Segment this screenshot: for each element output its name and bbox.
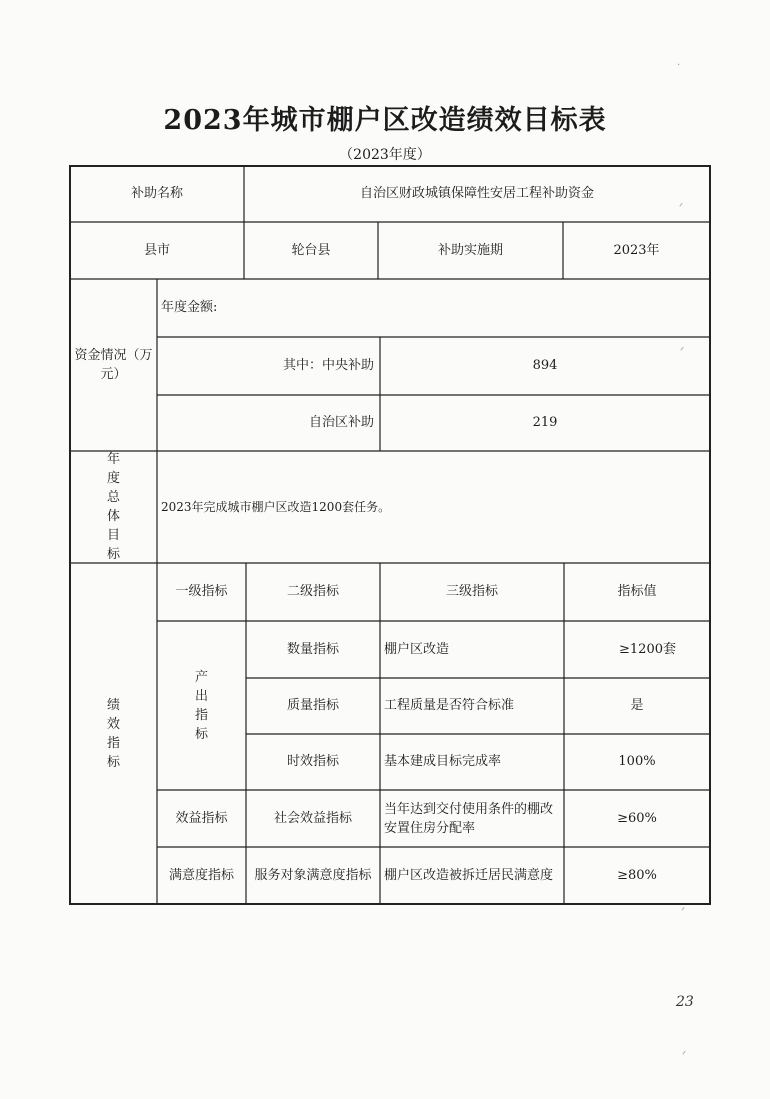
- output-label-char: 标: [194, 726, 208, 742]
- output-level2: 数量指标: [286, 641, 339, 657]
- header-level1: 一级指标: [175, 584, 228, 599]
- satisfaction-value: ≥80%: [617, 867, 657, 883]
- scan-speck: ᐟ: [681, 906, 686, 917]
- benefit-level1: 效益指标: [175, 810, 228, 826]
- goal-label-char: 年: [106, 452, 120, 467]
- output-level2: 质量指标: [286, 698, 339, 713]
- subsidy-name-label: 补助名称: [130, 186, 183, 201]
- output-level3: 基本建成目标完成率: [384, 754, 502, 769]
- funds-label-line2: 元）: [100, 367, 127, 382]
- county-label: 县市: [143, 242, 170, 258]
- benefit-level3-line1: 当年达到交付使用条件的棚改: [384, 801, 554, 817]
- output-level2: 时效指标: [286, 754, 339, 769]
- output-level3: 工程质量是否符合标准: [384, 698, 515, 713]
- central-subsidy-value: 894: [532, 358, 558, 373]
- goal-label-char: 度: [106, 471, 120, 486]
- goal-label-char: 体: [106, 509, 120, 524]
- goal-label-char: 标: [106, 547, 120, 562]
- benefit-level3: [380, 790, 564, 847]
- subsidy-name-value: 自治区财政城镇保障性安居工程补助资金: [359, 186, 594, 201]
- output-label-char: 产: [194, 669, 208, 685]
- scan-speck: ᐟ: [679, 202, 684, 213]
- regional-subsidy-label: 自治区补助: [308, 415, 374, 430]
- output-value: 100%: [618, 754, 656, 769]
- benefit-value: ≥60%: [617, 810, 657, 826]
- output-value: ≥1200套: [619, 641, 676, 657]
- output-level3: 棚户区改造: [384, 641, 450, 657]
- central-subsidy-label: 其中：中央补助: [282, 358, 374, 373]
- scan-speck: ·: [677, 60, 681, 71]
- benefit-level3-line2: 安置住房分配率: [384, 820, 476, 836]
- satisfaction-level2: 服务对象满意度指标: [254, 867, 372, 883]
- output-value: 是: [630, 698, 644, 713]
- perf-label-char: 效: [106, 716, 120, 732]
- header-level3: 三级指标: [445, 584, 498, 599]
- scan-speck: ᐟ: [682, 1050, 687, 1061]
- document-title: 2023年城市棚户区改造绩效目标表: [163, 105, 607, 136]
- output-label-char: 出: [194, 688, 208, 704]
- benefit-level2: 社会效益指标: [273, 810, 352, 826]
- perf-label-char: 绩: [106, 697, 120, 713]
- period-value: 2023年: [613, 242, 660, 258]
- satisfaction-level1: 满意度指标: [168, 867, 234, 883]
- period-label: 补助实施期: [437, 242, 503, 258]
- satisfaction-level3: 棚户区改造被拆迁居民满意度: [384, 867, 554, 883]
- regional-subsidy-value: 219: [532, 415, 558, 430]
- funds-label-line1: 资金情况（万: [74, 348, 153, 363]
- output-indicator-label: [157, 621, 246, 790]
- funds-label: [70, 279, 157, 451]
- annual-amount-label: 年度金额:: [161, 300, 218, 315]
- page-number: 23: [676, 994, 694, 1010]
- goal-label-char: 总: [106, 490, 120, 505]
- output-label-char: 指: [194, 707, 208, 723]
- annual-goal-label: [70, 451, 157, 563]
- scan-speck: ᐟ: [680, 346, 685, 357]
- perf-label-char: 标: [106, 754, 120, 770]
- annual-goal-text: 2023年完成城市棚户区改造1200套任务。: [161, 500, 391, 514]
- performance-label: [70, 563, 157, 904]
- county-value: 轮台县: [291, 242, 331, 258]
- goal-label-char: 目: [106, 528, 120, 543]
- document-subtitle: （2023年度）: [339, 147, 431, 163]
- perf-label-char: 指: [106, 735, 120, 751]
- header-level2: 二级指标: [286, 584, 339, 599]
- header-value: 指标值: [617, 584, 657, 599]
